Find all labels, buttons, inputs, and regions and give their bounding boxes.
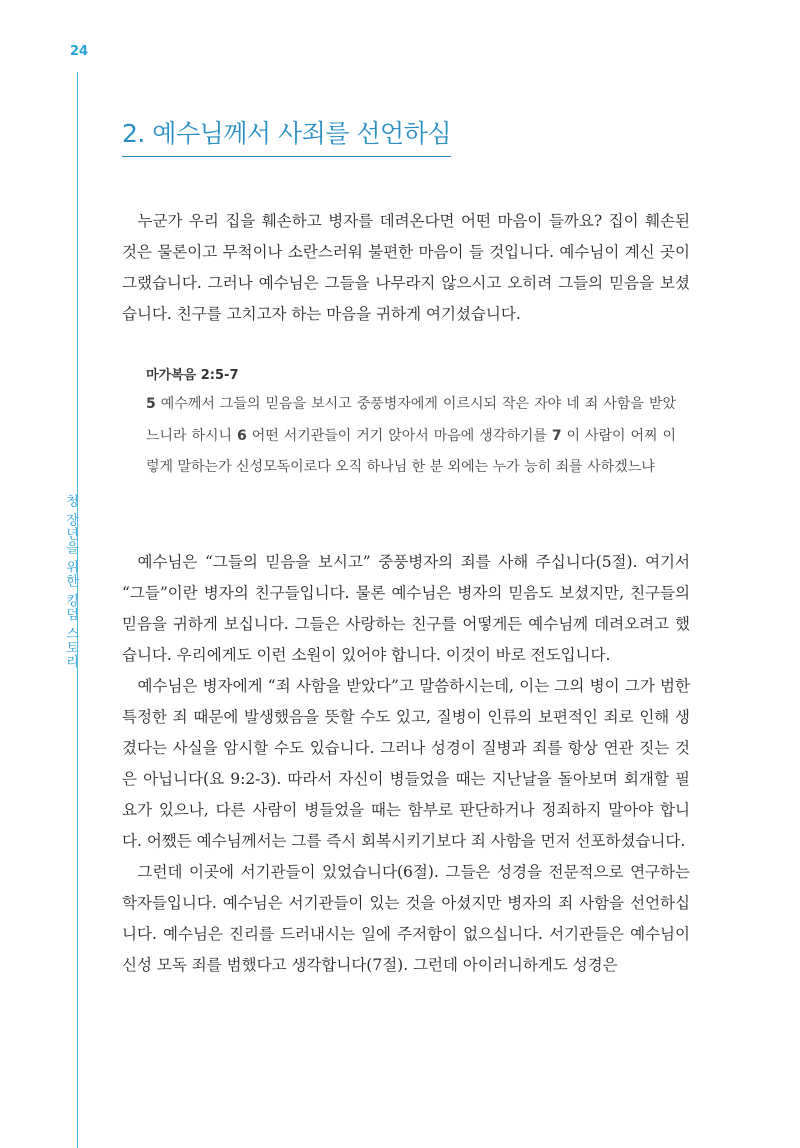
chapter-title: 2. 예수님께서 사죄를 선언하심: [122, 114, 451, 157]
intro-section: [122, 206, 690, 330]
body-paragraph: 예수님은 “그들의 믿음을 보시고” 중풍병자의 죄를 사해 주십니다(5절). 여기서 “그들”이란 병자의 친구들입니다. 물론 예수님은 병자의 믿음도 보셨지만, 친구들의 믿음을 귀하게 보십니다. 그들은 사랑하는 친구를 어떻게든 예수님께 데려오려고 했습니다. 우리에게도 이런 소원이 있어야 합니다. 이것이 바로 전도입니다.: [122, 553, 690, 664]
page-number: 24: [70, 44, 89, 59]
intro-paragraph: 누군가 우리 집을 훼손하고 병자를 데려온다면 어떤 마음이 들까요? 집이 훼손된 것은 물론이고 무척이나 소란스러워 불편한 마음이 들 것입니다. 예수님이 계신 곳이 그랬습니다. 그러나 예수님은 그들을 나무라지 않으시고 오히려 그들의 믿음을 보셨습니다. 친구를 고치고자 하는 마음을 귀하게 여기셨습니다.: [122, 212, 690, 323]
body-paragraph: 그런데 이곳에 서기관들이 있었습니다(6절). 그들은 성경을 전문적으로 연구하는 학자들입니다. 예수님은 서기관들이 있는 것을 아셨지만 병자의 죄 사함을 선언하십니다. 예수님은 진리를 드러내시는 일에 주저함이 없으십니다. 서기관들은 예수님이 신성 모독 죄를 범했다고 생각합니다(7절). 그런데 아이러니하게도 성경은: [122, 863, 690, 974]
verse-number-6: 6: [237, 427, 247, 444]
running-side-title: 청 장년을 위한 킹덤 스토리: [63, 494, 78, 669]
body-paragraph: 예수님은 병자에게 “죄 사함을 받았다”고 말씀하시는데, 이는 그의 병이 그가 범한 특정한 죄 때문에 발생했음을 뜻할 수도 있고, 질병이 인류의 보편적인 죄로 인해 생겼다는 사실을 암시할 수도 있습니다. 그러나 성경이 질병과 죄를 항상 연관 짓는 것은 아닙니다(요 9:2-3). 따라서 자신이 병들었을 때는 지난날을 돌아보며 회개할 필요가 있으나, 다른 사람이 병들었을 때는 함부로 판단하거나 정죄하지 말아야 합니다. 어쨌든 예수님께서는 그를 즉시 회복시키기보다 죄 사함을 먼저 선포하셨습니다.: [122, 677, 690, 850]
verse-text-5: 예수께서 그들의 믿음을 보시고 중풍병자에게 이르시되 작은 자야 네 죄 사함을 받았느니라 하시니: [146, 396, 676, 444]
scripture-passage: [146, 364, 676, 484]
verse-text-6: 어떤 서기관들이 거기 앉아서 마음에 생각하기를: [246, 427, 552, 444]
passage-text: [146, 389, 676, 484]
verse-text-7: 이 사람이 어찌 이렇게 말하는가 신성모독이로다 오직 하나님 한 분 외에는 누가 능히 죄를 사하겠느냐: [146, 427, 676, 475]
passage-reference: 마가복음 2:5-7: [146, 368, 239, 383]
main-section: [122, 547, 690, 981]
verse-number-7: 7: [551, 427, 562, 444]
verse-number-5: 5: [146, 396, 156, 412]
